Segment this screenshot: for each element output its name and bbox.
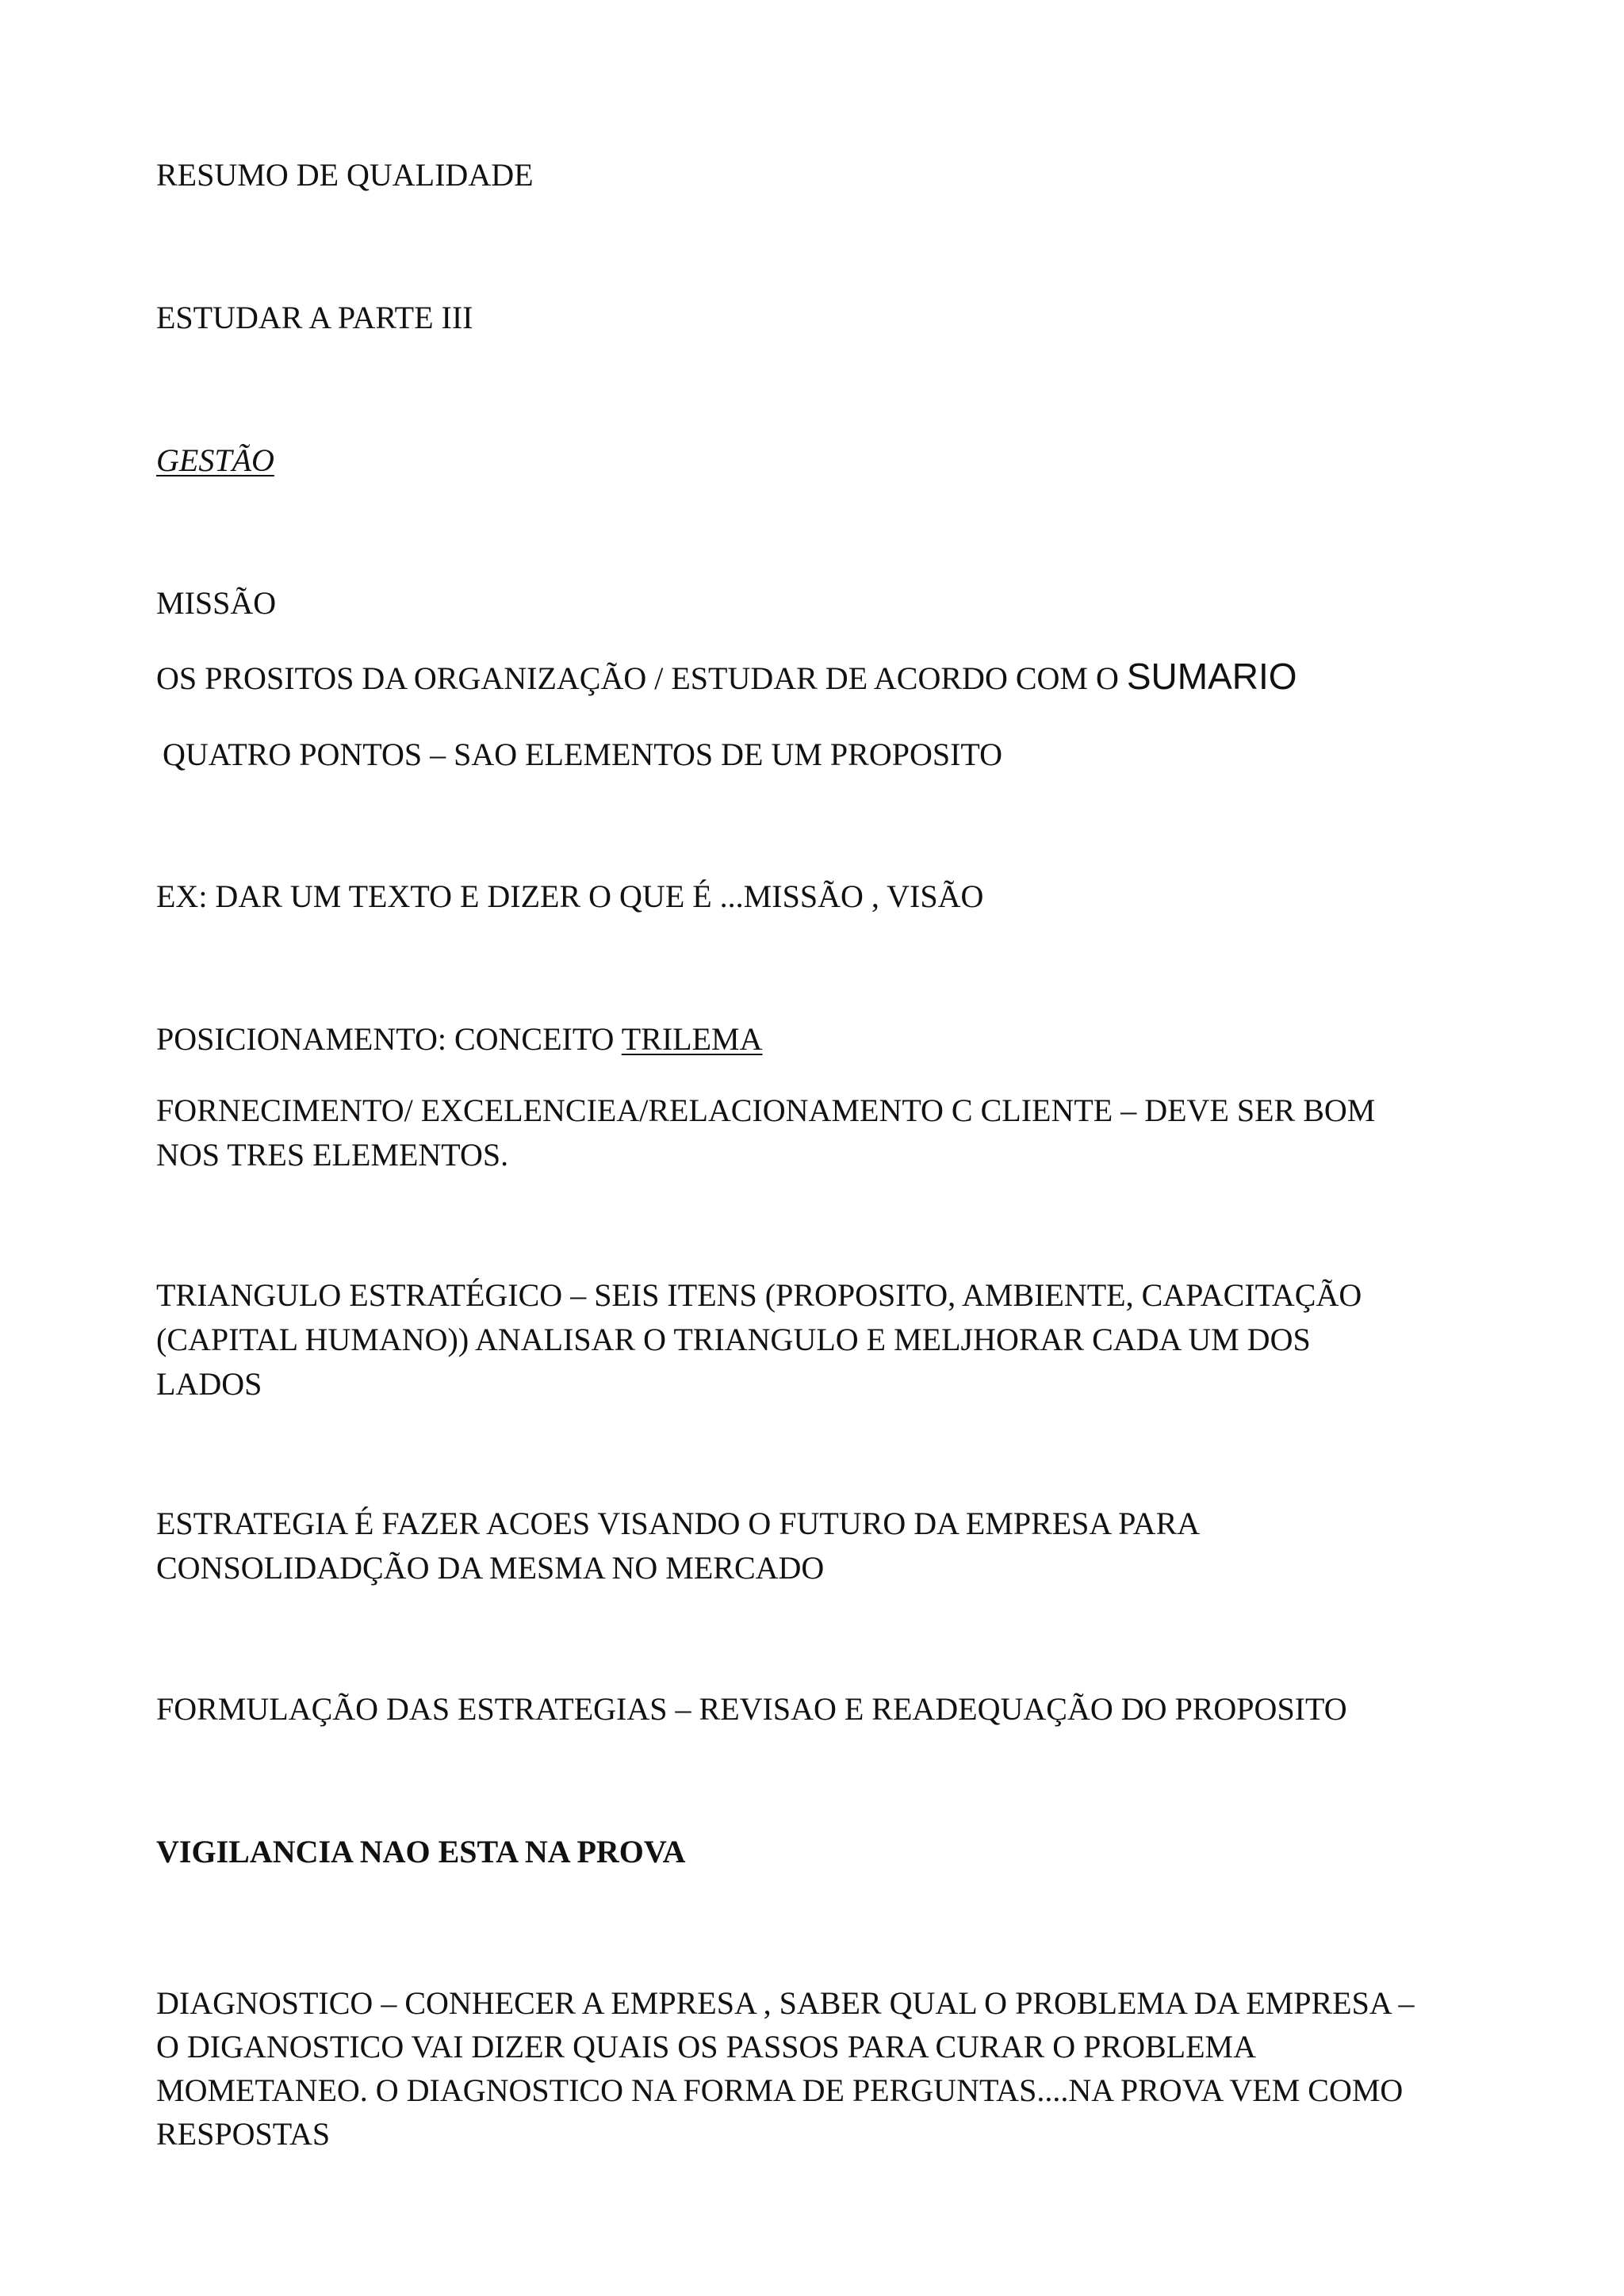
para-triangulo-line-1: TRIANGULO ESTRATÉGICO – SEIS ITENS (PROPOSITO, AMBIENTE, CAPACITAÇÃO — [156, 1277, 1362, 1313]
para-diagnostico-line-4: RESPOSTAS — [156, 2116, 331, 2152]
document-title: RESUMO DE QUALIDADE — [156, 157, 534, 193]
para-diagnostico-line-1: DIAGNOSTICO – CONHECER A EMPRESA , SABER QUAL O PROBLEMA DA EMPRESA – — [156, 1985, 1415, 2021]
line-prositos — [156, 654, 1297, 701]
para-fornecimento-line-2: NOS TRES ELEMENTOS. — [156, 1137, 509, 1173]
para-diagnostico-line-2: O DIGANOSTICO VAI DIZER QUAIS OS PASSOS PARA CURAR O PROBLEMA — [156, 2029, 1256, 2064]
line-prositos-text: OS PROSITOS DA ORGANIZAÇÃO / ESTUDAR DE ACORDO COM O — [156, 660, 1127, 696]
heading-missao: MISSÃO — [156, 585, 277, 621]
sumario-word: SUMARIO — [1126, 656, 1297, 697]
para-triangulo-line-2: (CAPITAL HUMANO)) ANALISAR O TRIANGULO E MELJHORAR CADA UM DOS — [156, 1322, 1311, 1357]
para-estrategia-line-2: CONSOLIDADÇÃO DA MESMA NO MERCADO — [156, 1550, 825, 1586]
line-example: EX: DAR UM TEXTO E DIZER O QUE É ...MISSÃO , VISÃO — [156, 878, 984, 914]
line-posicionamento — [156, 1017, 762, 1062]
para-triangulo-line-3: LADOS — [156, 1366, 262, 1402]
line-posicionamento-text: POSICIONAMENTO: CONCEITO — [156, 1021, 622, 1057]
para-fornecimento-line-1: FORNECIMENTO/ EXCELENCIEA/RELACIONAMENTO C CLIENTE – DEVE SER BOM — [156, 1093, 1376, 1128]
para-diagnostico-line-3: MOMETANEO. O DIAGNOSTICO NA FORMA DE PERGUNTAS....NA PROVA VEM COMO — [156, 2072, 1404, 2108]
line-quatro-pontos: QUATRO PONTOS – SAO ELEMENTOS DE UM PROPOSITO — [163, 737, 1003, 772]
line-vigilancia: VIGILANCIA NAO ESTA NA PROVA — [156, 1834, 686, 1869]
trilema-word: TRILEMA — [621, 1021, 763, 1057]
study-instruction: ESTUDAR A PARTE III — [156, 300, 473, 335]
line-formulacao: FORMULAÇÃO DAS ESTRATEGIAS – REVISAO E READEQUAÇÃO DO PROPOSITO — [156, 1691, 1347, 1727]
section-heading-gestao: GESTÃO — [156, 442, 274, 478]
para-estrategia-line-1: ESTRATEGIA É FAZER ACOES VISANDO O FUTURO DA EMPRESA PARA — [156, 1506, 1201, 1541]
